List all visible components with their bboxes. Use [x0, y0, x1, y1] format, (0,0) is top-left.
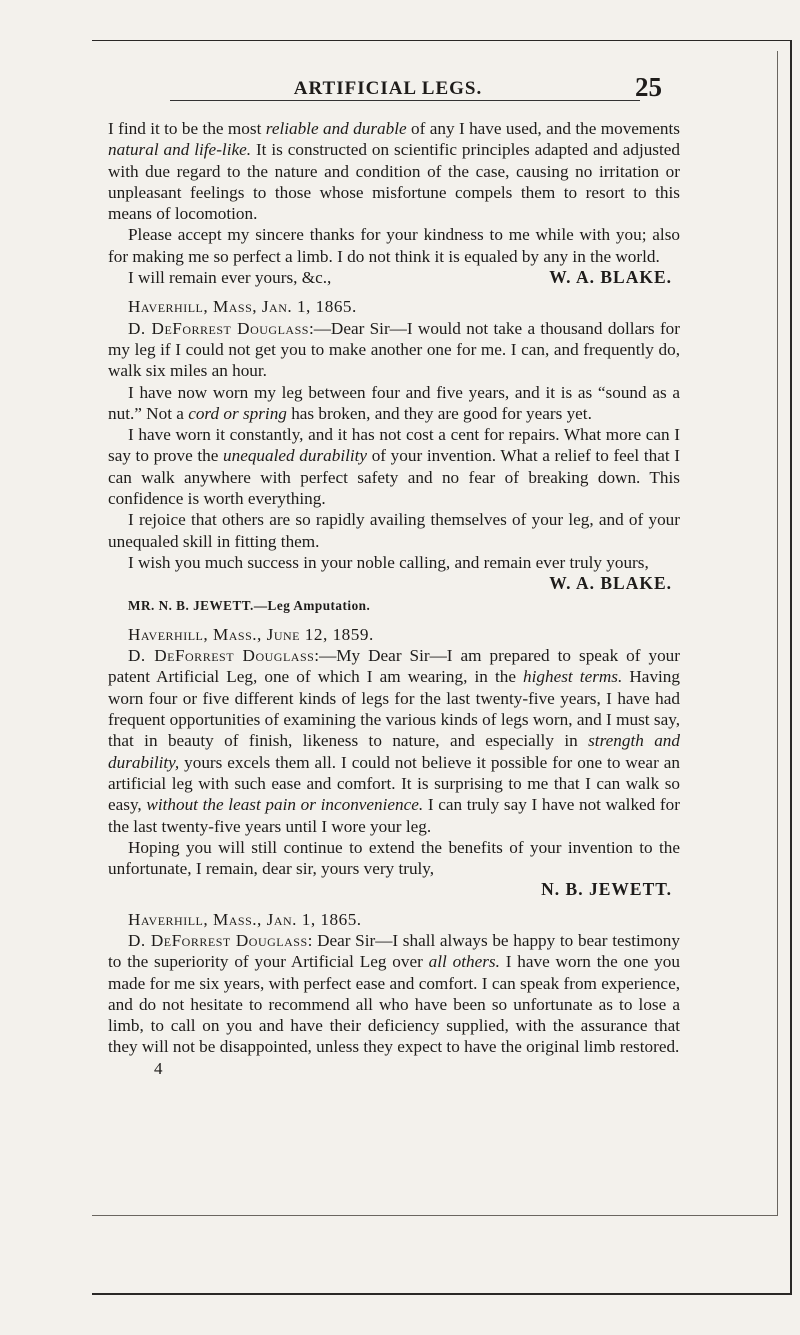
- italic-text: unequaled durability: [223, 446, 368, 466]
- paragraph: D. DeForrest Douglass:—My Dear Sir—I am prepared to speak of your patent Artificial Leg, one of which I am wearing, in the highest terms. Having worn four or five different kinds of legs for the last twenty-five years, I have had frequent opportunities of examining the various kinds of legs worn, and I must say, that in beauty of finish, likeness to nature, and especially in strength and durability, yours excels them all. I could not believe it possible for one to wear an artificial leg with such ease and comfort. It is surprising to me that I can walk so easy, without the least pain or inconvenience. I can truly say I have not walked for the last twenty-five years until I wore your leg.: [108, 646, 680, 836]
- signature-line: [108, 573, 680, 594]
- dateline: Haverhill, Mass, Jan. 1, 1865.: [128, 297, 357, 317]
- signature: N. B. JEWETT.: [541, 879, 672, 900]
- italic-text: cord or spring: [188, 403, 287, 423]
- paragraph: I find it to be the most reliable and durable of any I have used, and the movements natural and life-like. It is constructed on scientific principles adapted and adjusted with due regard to the nature and condition of the case, causing no irritation or unpleasant feelings to those whose misfortune compels them to resort to this means of locomotion.: [108, 119, 680, 224]
- salutation-name: D. DeForrest Douglass: [128, 646, 315, 666]
- italic-text: reliable and durable: [265, 119, 407, 138]
- salutation-name: D. DeForrest Douglass: [128, 930, 308, 950]
- paragraph: I have worn it constantly, and it has not cost a cent for repairs. What more can I say to prove the unequaled durability of your invention. What a relief to feel that I can walk anywhere with perfect safety and no fear of breaking down. This confidence is worth everything.: [108, 425, 680, 509]
- running-head: ARTIFICIAL LEGS.: [293, 78, 483, 99]
- signature-line: [108, 879, 680, 900]
- paragraph: I rejoice that others are so rapidly availing themselves of your leg, and of your unequaled skill in fitting them.: [108, 510, 680, 551]
- page-header: [108, 72, 668, 108]
- paragraph: I wish you much success in your noble calling, and remain ever truly yours,: [128, 552, 649, 572]
- italic-text: highest terms.: [523, 667, 623, 687]
- paragraph: D. DeForrest Douglass:—Dear Sir—I would not take a thousand dollars for my leg if I could not get you to make another one for me. I can, and frequently do, walk six miles an hour.: [108, 318, 680, 381]
- paragraph: D. DeForrest Douglass: Dear Sir—I shall always be happy to bear testimony to the superiority of your Artificial Leg over all others. I have worn the one you made for me six years, with perfect ease and comfort. I can speak from experience, and do not hesitate to recommend all who have been so unfortunate as to lose a limb, to call on you and have their deficiency supplied, with the assurance that they will not be disappointed, unless they expect to have the original limb restored.: [108, 930, 680, 1057]
- paragraph: Please accept my sincere thanks for your kindness to me while with you; also for making me so perfect a limb. I do not think it is equaled by any in the world.: [108, 225, 680, 266]
- paragraph: Hoping you will still continue to extend the benefits of your invention to the unfortunate, I remain, dear sir, yours very truly,: [108, 837, 680, 879]
- signature-mark: 4: [154, 1058, 163, 1078]
- signature: W. A. BLAKE.: [549, 267, 672, 288]
- italic-text: all others.: [428, 952, 500, 972]
- section-heading: MR. N. B. JEWETT.—Leg Amputation.: [128, 597, 371, 613]
- dateline: Haverhill, Mass., June 12, 1859.: [128, 624, 374, 644]
- italic-text: strength and durability,: [108, 731, 680, 772]
- page-body: [108, 118, 680, 1079]
- closing: I will remain ever yours, &c.,: [128, 268, 332, 288]
- page-number: 25: [635, 72, 662, 102]
- closing-line: [108, 267, 680, 288]
- dateline: Haverhill, Mass., Jan. 1, 1865.: [128, 909, 362, 929]
- paragraph: I have now worn my leg between four and five years, and it is as “sound as a nut.” Not a cord or spring has broken, and they are good for years yet.: [108, 382, 680, 423]
- header-rule: [170, 100, 640, 101]
- italic-text: without the least pain or inconvenience.: [146, 795, 424, 815]
- signature: W. A. BLAKE.: [549, 573, 672, 594]
- salutation-name: D. DeForrest Douglass: [128, 318, 309, 338]
- italic-text: natural and life-like.: [108, 140, 252, 160]
